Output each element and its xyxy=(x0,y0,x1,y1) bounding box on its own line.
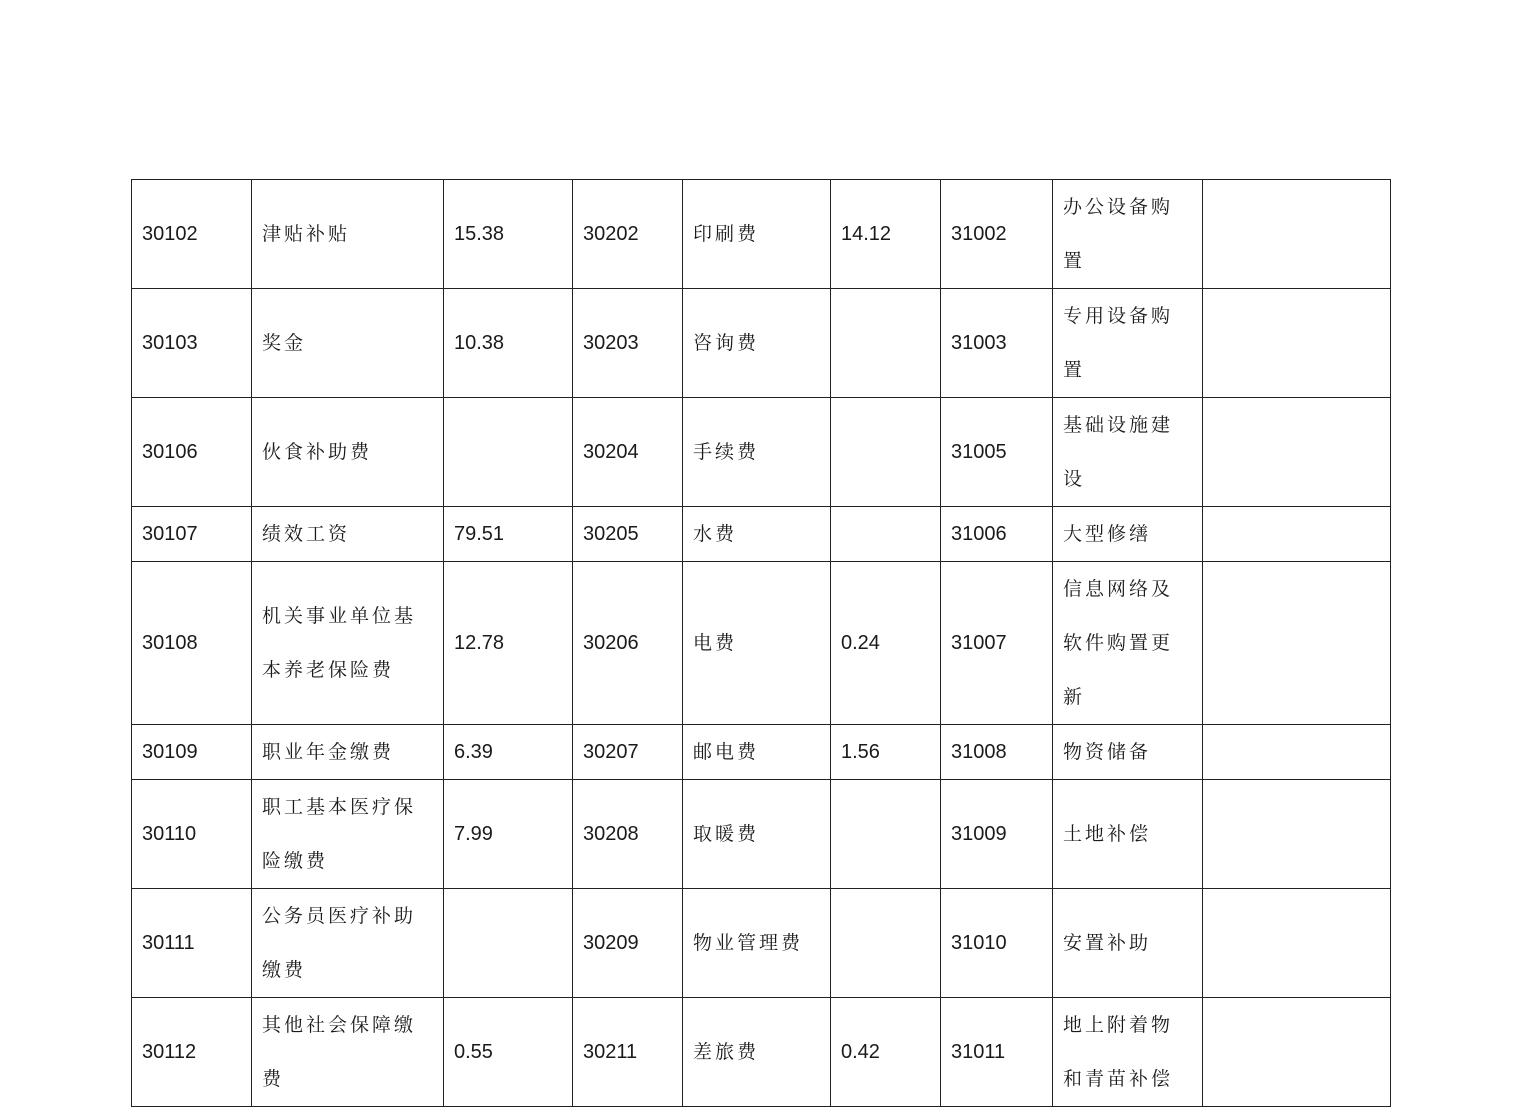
amount-cell xyxy=(1203,289,1391,398)
amount-cell xyxy=(1203,562,1391,725)
item-name-cell: 差旅费 xyxy=(683,998,831,1107)
code-cell: 30102 xyxy=(132,180,252,289)
item-name-cell: 伙食补助费 xyxy=(252,398,444,507)
code-cell: 30208 xyxy=(573,780,683,889)
amount-cell xyxy=(1203,180,1391,289)
item-name-cell: 办公设备购置 xyxy=(1053,180,1203,289)
item-name-cell: 专用设备购置 xyxy=(1053,289,1203,398)
table-row xyxy=(132,889,1391,998)
code-cell: 31010 xyxy=(941,889,1053,998)
budget-table xyxy=(131,179,1391,1107)
item-name-cell: 绩效工资 xyxy=(252,507,444,562)
amount-cell xyxy=(1203,889,1391,998)
amount-cell: 15.38 xyxy=(444,180,573,289)
code-cell: 30203 xyxy=(573,289,683,398)
item-name-cell: 津贴补贴 xyxy=(252,180,444,289)
item-name-cell: 职工基本医疗保险缴费 xyxy=(252,780,444,889)
code-cell: 30211 xyxy=(573,998,683,1107)
amount-cell: 14.12 xyxy=(831,180,941,289)
item-name-cell: 邮电费 xyxy=(683,725,831,780)
table-row xyxy=(132,780,1391,889)
amount-cell: 79.51 xyxy=(444,507,573,562)
code-cell: 30209 xyxy=(573,889,683,998)
table-row xyxy=(132,289,1391,398)
amount-cell xyxy=(1203,398,1391,507)
code-cell: 30106 xyxy=(132,398,252,507)
code-cell: 31003 xyxy=(941,289,1053,398)
item-name-cell: 安置补助 xyxy=(1053,889,1203,998)
code-cell: 30206 xyxy=(573,562,683,725)
amount-cell xyxy=(831,398,941,507)
amount-cell: 0.42 xyxy=(831,998,941,1107)
amount-cell xyxy=(1203,780,1391,889)
item-name-cell: 水费 xyxy=(683,507,831,562)
code-cell: 30103 xyxy=(132,289,252,398)
code-cell: 31006 xyxy=(941,507,1053,562)
code-cell: 30207 xyxy=(573,725,683,780)
code-cell: 31002 xyxy=(941,180,1053,289)
item-name-cell: 大型修缮 xyxy=(1053,507,1203,562)
item-name-cell: 机关事业单位基本养老保险费 xyxy=(252,562,444,725)
code-cell: 30111 xyxy=(132,889,252,998)
code-cell: 30204 xyxy=(573,398,683,507)
amount-cell xyxy=(1203,725,1391,780)
amount-cell xyxy=(444,889,573,998)
table-row xyxy=(132,562,1391,725)
amount-cell xyxy=(831,507,941,562)
code-cell: 31008 xyxy=(941,725,1053,780)
item-name-cell: 咨询费 xyxy=(683,289,831,398)
item-name-cell: 基础设施建设 xyxy=(1053,398,1203,507)
code-cell: 30205 xyxy=(573,507,683,562)
table-row xyxy=(132,998,1391,1107)
amount-cell: 12.78 xyxy=(444,562,573,725)
code-cell: 31009 xyxy=(941,780,1053,889)
amount-cell xyxy=(1203,507,1391,562)
code-cell: 30112 xyxy=(132,998,252,1107)
code-cell: 30108 xyxy=(132,562,252,725)
item-name-cell: 地上附着物和青苗补偿 xyxy=(1053,998,1203,1107)
code-cell: 30202 xyxy=(573,180,683,289)
amount-cell: 1.56 xyxy=(831,725,941,780)
code-cell: 31007 xyxy=(941,562,1053,725)
item-name-cell: 信息网络及软件购置更新 xyxy=(1053,562,1203,725)
item-name-cell: 奖金 xyxy=(252,289,444,398)
amount-cell xyxy=(831,889,941,998)
code-cell: 30110 xyxy=(132,780,252,889)
amount-cell: 10.38 xyxy=(444,289,573,398)
item-name-cell: 取暖费 xyxy=(683,780,831,889)
table-row xyxy=(132,180,1391,289)
item-name-cell: 其他社会保障缴费 xyxy=(252,998,444,1107)
code-cell: 30107 xyxy=(132,507,252,562)
code-cell: 31005 xyxy=(941,398,1053,507)
table-row xyxy=(132,725,1391,780)
amount-cell: 7.99 xyxy=(444,780,573,889)
item-name-cell: 职业年金缴费 xyxy=(252,725,444,780)
item-name-cell: 电费 xyxy=(683,562,831,725)
amount-cell xyxy=(831,780,941,889)
table-row xyxy=(132,398,1391,507)
item-name-cell: 手续费 xyxy=(683,398,831,507)
item-name-cell: 物资储备 xyxy=(1053,725,1203,780)
item-name-cell: 公务员医疗补助缴费 xyxy=(252,889,444,998)
table-body xyxy=(132,180,1391,1107)
amount-cell xyxy=(831,289,941,398)
amount-cell: 6.39 xyxy=(444,725,573,780)
item-name-cell: 土地补偿 xyxy=(1053,780,1203,889)
code-cell: 30109 xyxy=(132,725,252,780)
amount-cell xyxy=(444,398,573,507)
code-cell: 31011 xyxy=(941,998,1053,1107)
table-row xyxy=(132,507,1391,562)
item-name-cell: 印刷费 xyxy=(683,180,831,289)
amount-cell xyxy=(1203,998,1391,1107)
item-name-cell: 物业管理费 xyxy=(683,889,831,998)
amount-cell: 0.55 xyxy=(444,998,573,1107)
amount-cell: 0.24 xyxy=(831,562,941,725)
